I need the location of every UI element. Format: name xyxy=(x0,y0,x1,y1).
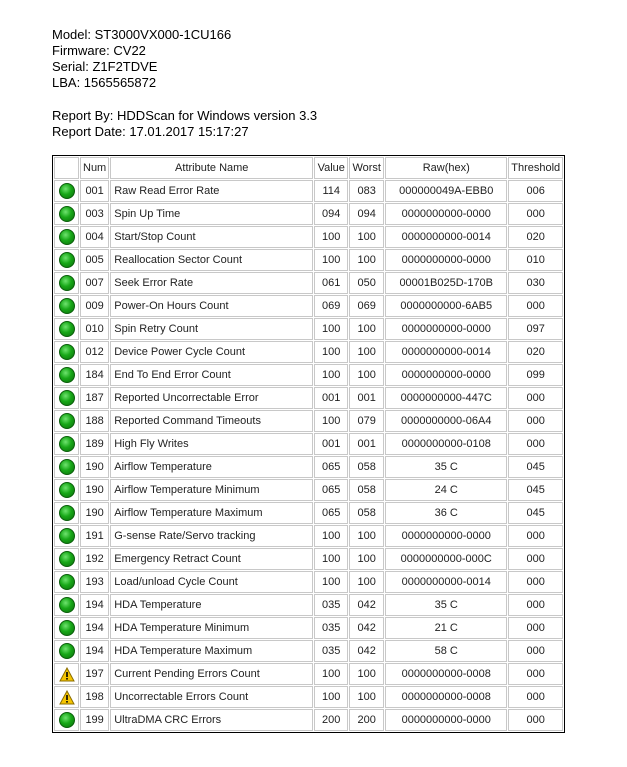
attribute-name-cell: Emergency Retract Count xyxy=(110,548,313,570)
table-row xyxy=(54,318,563,340)
raw-cell: 0000000000-0000 xyxy=(385,364,507,386)
green-circle-icon xyxy=(59,229,75,245)
threshold-cell: 000 xyxy=(508,548,563,570)
raw-cell: 36 C xyxy=(385,502,507,524)
raw-cell: 0000000000-0008 xyxy=(385,663,507,685)
num-cell: 003 xyxy=(80,203,109,225)
report-date-line: Report Date: 17.01.2017 15:17:27 xyxy=(52,124,249,139)
raw-cell: 00001B025D-170B xyxy=(385,272,507,294)
firmware-line: Firmware: CV22 xyxy=(52,43,146,58)
table-row xyxy=(54,548,563,570)
status-cell xyxy=(54,318,79,340)
status-cell xyxy=(54,341,79,363)
attribute-name-cell: Seek Error Rate xyxy=(110,272,313,294)
status-cell xyxy=(54,410,79,432)
num-cell: 005 xyxy=(80,249,109,271)
threshold-cell: 000 xyxy=(508,410,563,432)
worst-cell: 094 xyxy=(349,203,384,225)
threshold-cell: 000 xyxy=(508,709,563,731)
raw-cell: 0000000000-06A4 xyxy=(385,410,507,432)
worst-column-header: Worst xyxy=(349,157,384,179)
table-row xyxy=(54,617,563,639)
table-row xyxy=(54,249,563,271)
num-cell: 188 xyxy=(80,410,109,432)
raw-cell: 0000000000-0014 xyxy=(385,226,507,248)
attribute-name-cell: HDA Temperature Minimum xyxy=(110,617,313,639)
status-cell xyxy=(54,548,79,570)
worst-cell: 058 xyxy=(349,456,384,478)
worst-cell: 042 xyxy=(349,594,384,616)
status-cell xyxy=(54,571,79,593)
lba-line: LBA: 1565565872 xyxy=(52,75,157,90)
attribute-name-cell: Current Pending Errors Count xyxy=(110,663,313,685)
value-cell: 001 xyxy=(314,433,348,455)
threshold-cell: 006 xyxy=(508,180,563,202)
worst-cell: 100 xyxy=(349,548,384,570)
attribute-name-cell: Reallocation Sector Count xyxy=(110,249,313,271)
worst-cell: 001 xyxy=(349,433,384,455)
threshold-cell: 000 xyxy=(508,525,563,547)
value-cell: 001 xyxy=(314,387,348,409)
threshold-cell: 000 xyxy=(508,663,563,685)
num-cell: 191 xyxy=(80,525,109,547)
num-cell: 190 xyxy=(80,456,109,478)
green-circle-icon xyxy=(59,643,75,659)
value-cell: 065 xyxy=(314,479,348,501)
model-line: Model: ST3000VX000-1CU166 xyxy=(52,27,232,42)
worst-cell: 100 xyxy=(349,341,384,363)
green-circle-icon xyxy=(59,321,75,337)
status-cell xyxy=(54,617,79,639)
warning-triangle-icon xyxy=(59,691,75,703)
status-cell xyxy=(54,502,79,524)
worst-cell: 100 xyxy=(349,525,384,547)
status-cell xyxy=(54,272,79,294)
green-circle-icon xyxy=(59,436,75,452)
worst-cell: 100 xyxy=(349,249,384,271)
worst-cell: 100 xyxy=(349,571,384,593)
serial-line: Serial: Z1F2TDVE xyxy=(52,59,158,74)
green-circle-icon xyxy=(59,712,75,728)
raw-cell: 0000000000-0000 xyxy=(385,249,507,271)
value-cell: 069 xyxy=(314,295,348,317)
attribute-name-cell: Spin Up Time xyxy=(110,203,313,225)
raw-cell: 0000000000-6AB5 xyxy=(385,295,507,317)
attribute-name-cell: Reported Command Timeouts xyxy=(110,410,313,432)
table-row xyxy=(54,709,563,731)
value-cell: 100 xyxy=(314,318,348,340)
raw-cell: 0000000000-0108 xyxy=(385,433,507,455)
value-cell: 100 xyxy=(314,571,348,593)
num-cell: 004 xyxy=(80,226,109,248)
threshold-cell: 000 xyxy=(508,387,563,409)
num-cell: 184 xyxy=(80,364,109,386)
green-circle-icon xyxy=(59,620,75,636)
green-circle-icon xyxy=(59,275,75,291)
raw-cell: 21 C xyxy=(385,617,507,639)
num-cell: 194 xyxy=(80,594,109,616)
table-row xyxy=(54,226,563,248)
table-row xyxy=(54,571,563,593)
status-cell xyxy=(54,594,79,616)
table-row xyxy=(54,640,563,662)
worst-cell: 100 xyxy=(349,686,384,708)
status-cell xyxy=(54,364,79,386)
table-row xyxy=(54,663,563,685)
status-cell xyxy=(54,226,79,248)
value-cell: 100 xyxy=(314,525,348,547)
value-cell: 100 xyxy=(314,686,348,708)
num-cell: 009 xyxy=(80,295,109,317)
attribute-name-cell: High Fly Writes xyxy=(110,433,313,455)
green-circle-icon xyxy=(59,482,75,498)
threshold-column-header: Threshold xyxy=(508,157,563,179)
attribute-name-cell: Load/unload Cycle Count xyxy=(110,571,313,593)
attribute-name-cell: HDA Temperature Maximum xyxy=(110,640,313,662)
value-cell: 065 xyxy=(314,456,348,478)
warning-triangle-icon xyxy=(59,668,75,680)
attribute-name-cell: End To End Error Count xyxy=(110,364,313,386)
raw-cell: 35 C xyxy=(385,456,507,478)
num-cell: 189 xyxy=(80,433,109,455)
num-cell: 193 xyxy=(80,571,109,593)
status-cell xyxy=(54,295,79,317)
status-cell xyxy=(54,640,79,662)
threshold-cell: 045 xyxy=(508,456,563,478)
raw-cell: 24 C xyxy=(385,479,507,501)
value-cell: 035 xyxy=(314,617,348,639)
num-cell: 190 xyxy=(80,479,109,501)
raw-cell: 0000000000-0014 xyxy=(385,341,507,363)
table-row xyxy=(54,410,563,432)
value-column-header: Value xyxy=(314,157,348,179)
table-row xyxy=(54,341,563,363)
status-cell xyxy=(54,249,79,271)
table-row xyxy=(54,180,563,202)
table-row xyxy=(54,479,563,501)
green-circle-icon xyxy=(59,298,75,314)
worst-cell: 050 xyxy=(349,272,384,294)
table-row xyxy=(54,525,563,547)
table-row xyxy=(54,502,563,524)
value-cell: 061 xyxy=(314,272,348,294)
table-row xyxy=(54,594,563,616)
num-cell: 187 xyxy=(80,387,109,409)
green-circle-icon xyxy=(59,551,75,567)
value-cell: 035 xyxy=(314,640,348,662)
attribute-name-cell: Reported Uncorrectable Error xyxy=(110,387,313,409)
threshold-cell: 000 xyxy=(508,203,563,225)
threshold-cell: 099 xyxy=(508,364,563,386)
table-row xyxy=(54,686,563,708)
worst-cell: 001 xyxy=(349,387,384,409)
attribute-name-cell: Spin Retry Count xyxy=(110,318,313,340)
attribute-name-cell: Airflow Temperature xyxy=(110,456,313,478)
threshold-cell: 000 xyxy=(508,433,563,455)
worst-cell: 042 xyxy=(349,617,384,639)
table-row xyxy=(54,387,563,409)
worst-cell: 100 xyxy=(349,663,384,685)
green-circle-icon xyxy=(59,574,75,590)
threshold-cell: 000 xyxy=(508,617,563,639)
raw-cell: 0000000000-0008 xyxy=(385,686,507,708)
num-cell: 198 xyxy=(80,686,109,708)
report-by-line: Report By: HDDScan for Windows version 3.3 xyxy=(52,108,318,123)
raw-cell: 000000049A-EBB0 xyxy=(385,180,507,202)
raw-cell: 58 C xyxy=(385,640,507,662)
table-row xyxy=(54,364,563,386)
attribute-name-cell: Start/Stop Count xyxy=(110,226,313,248)
threshold-cell: 000 xyxy=(508,594,563,616)
num-cell: 197 xyxy=(80,663,109,685)
threshold-cell: 000 xyxy=(508,571,563,593)
status-cell xyxy=(54,525,79,547)
value-cell: 100 xyxy=(314,663,348,685)
attribute-name-cell: UltraDMA CRC Errors xyxy=(110,709,313,731)
status-cell xyxy=(54,180,79,202)
raw-cell: 35 C xyxy=(385,594,507,616)
value-cell: 100 xyxy=(314,548,348,570)
num-cell: 007 xyxy=(80,272,109,294)
value-cell: 094 xyxy=(314,203,348,225)
num-cell: 192 xyxy=(80,548,109,570)
raw-cell: 0000000000-0000 xyxy=(385,525,507,547)
table-row xyxy=(54,203,563,225)
raw-cell: 0000000000-0014 xyxy=(385,571,507,593)
worst-cell: 100 xyxy=(349,364,384,386)
threshold-cell: 020 xyxy=(508,226,563,248)
attribute-name-cell: Airflow Temperature Maximum xyxy=(110,502,313,524)
green-circle-icon xyxy=(59,367,75,383)
table-row xyxy=(54,295,563,317)
status-column-header xyxy=(54,157,79,179)
table-row xyxy=(54,272,563,294)
worst-cell: 042 xyxy=(349,640,384,662)
raw-cell: 0000000000-0000 xyxy=(385,318,507,340)
table-row xyxy=(54,456,563,478)
green-circle-icon xyxy=(59,252,75,268)
status-cell xyxy=(54,456,79,478)
green-circle-icon xyxy=(59,597,75,613)
value-cell: 065 xyxy=(314,502,348,524)
value-cell: 100 xyxy=(314,226,348,248)
num-cell: 194 xyxy=(80,617,109,639)
report-info xyxy=(52,108,317,140)
threshold-cell: 030 xyxy=(508,272,563,294)
raw-cell: 0000000000-0000 xyxy=(385,203,507,225)
status-cell xyxy=(54,203,79,225)
num-cell: 001 xyxy=(80,180,109,202)
attribute-name-cell: Airflow Temperature Minimum xyxy=(110,479,313,501)
status-cell xyxy=(54,709,79,731)
table-header-row xyxy=(54,157,563,179)
attribute-name-cell: Uncorrectable Errors Count xyxy=(110,686,313,708)
raw-cell: 0000000000-447C xyxy=(385,387,507,409)
green-circle-icon xyxy=(59,390,75,406)
raw-cell: 0000000000-000C xyxy=(385,548,507,570)
value-cell: 035 xyxy=(314,594,348,616)
status-cell xyxy=(54,433,79,455)
num-cell: 190 xyxy=(80,502,109,524)
value-cell: 100 xyxy=(314,410,348,432)
worst-cell: 079 xyxy=(349,410,384,432)
worst-cell: 069 xyxy=(349,295,384,317)
threshold-cell: 000 xyxy=(508,640,563,662)
raw-cell: 0000000000-0000 xyxy=(385,709,507,731)
num-cell: 010 xyxy=(80,318,109,340)
threshold-cell: 000 xyxy=(508,686,563,708)
green-circle-icon xyxy=(59,206,75,222)
attribute-name-cell: Power-On Hours Count xyxy=(110,295,313,317)
threshold-cell: 000 xyxy=(508,295,563,317)
attribute-name-cell: Raw Read Error Rate xyxy=(110,180,313,202)
table-row xyxy=(54,433,563,455)
attribute-name-column-header: Attribute Name xyxy=(110,157,313,179)
num-cell: 199 xyxy=(80,709,109,731)
worst-cell: 100 xyxy=(349,318,384,340)
attribute-name-cell: Device Power Cycle Count xyxy=(110,341,313,363)
status-cell xyxy=(54,387,79,409)
status-cell xyxy=(54,686,79,708)
green-circle-icon xyxy=(59,413,75,429)
threshold-cell: 097 xyxy=(508,318,563,340)
threshold-cell: 010 xyxy=(508,249,563,271)
threshold-cell: 020 xyxy=(508,341,563,363)
raw-column-header: Raw(hex) xyxy=(385,157,507,179)
status-cell xyxy=(54,479,79,501)
attribute-name-cell: G-sense Rate/Servo tracking xyxy=(110,525,313,547)
green-circle-icon xyxy=(59,183,75,199)
drive-info xyxy=(52,27,231,91)
threshold-cell: 045 xyxy=(508,479,563,501)
num-cell: 012 xyxy=(80,341,109,363)
num-cell: 194 xyxy=(80,640,109,662)
attribute-name-cell: HDA Temperature xyxy=(110,594,313,616)
green-circle-icon xyxy=(59,505,75,521)
value-cell: 200 xyxy=(314,709,348,731)
worst-cell: 100 xyxy=(349,226,384,248)
threshold-cell: 045 xyxy=(508,502,563,524)
value-cell: 100 xyxy=(314,364,348,386)
status-cell xyxy=(54,663,79,685)
worst-cell: 083 xyxy=(349,180,384,202)
value-cell: 114 xyxy=(314,180,348,202)
worst-cell: 058 xyxy=(349,479,384,501)
worst-cell: 200 xyxy=(349,709,384,731)
value-cell: 100 xyxy=(314,249,348,271)
worst-cell: 058 xyxy=(349,502,384,524)
green-circle-icon xyxy=(59,459,75,475)
value-cell: 100 xyxy=(314,341,348,363)
green-circle-icon xyxy=(59,344,75,360)
smart-attributes-table xyxy=(52,155,565,733)
green-circle-icon xyxy=(59,528,75,544)
num-column-header: Num xyxy=(80,157,109,179)
